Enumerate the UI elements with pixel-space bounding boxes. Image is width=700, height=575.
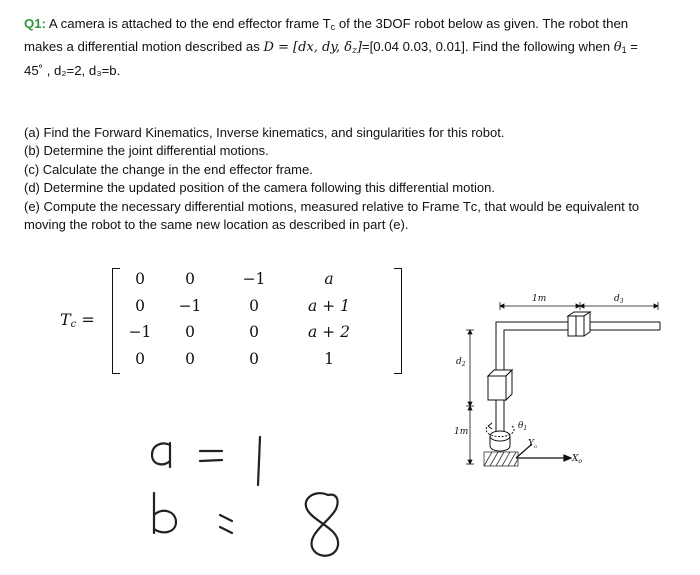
- matrix-cell: 0: [185, 323, 195, 342]
- matrix-label-equals: =: [76, 310, 95, 329]
- matrix-cell: 1: [324, 349, 334, 368]
- label-d3-symbol: d: [614, 294, 620, 304]
- matrix-cell: −1: [242, 270, 266, 289]
- label-y-axis: [528, 439, 537, 450]
- label-theta-symbol: θ: [518, 421, 524, 431]
- label-y-symbol: Y: [528, 439, 534, 449]
- matrix-cell: 0: [185, 270, 195, 289]
- part-e: (e) Compute the necessary differential motions, measured relative to Frame Tᴄ, that would be equivalent to moving the robot to the same new location as described in part (e).: [24, 198, 640, 233]
- theta-subscript: 1: [621, 45, 627, 55]
- motion-vector-close: ]: [356, 40, 362, 55]
- theta-equals: =: [626, 39, 638, 54]
- matrix-cell: 0: [249, 349, 259, 368]
- revolute-joint-theta1: [486, 423, 514, 451]
- label-theta1: [518, 421, 527, 432]
- label-top-link: 1m: [532, 294, 547, 304]
- matrix-cell: 0: [135, 349, 145, 368]
- matrix-cell: a + 1: [308, 296, 350, 315]
- matrix-cell: −1: [128, 323, 152, 342]
- top-dimension-line: [500, 302, 658, 310]
- label-d3: [614, 294, 624, 305]
- handwriting-a-equals-1: [152, 437, 260, 485]
- label-x-axis: [571, 454, 582, 465]
- question-line-2: [24, 37, 684, 61]
- part-c: (c) Calculate the change in the end effector frame.: [24, 161, 313, 177]
- label-x-symbol: X: [572, 454, 579, 464]
- matrix-cell: −1: [178, 296, 202, 315]
- label-x-sub: o: [578, 458, 583, 465]
- matrix-cell: a + 2: [308, 323, 350, 342]
- robot-diagram: [440, 286, 680, 476]
- label-d2: [456, 357, 466, 368]
- motion-vector-sub: z: [352, 46, 357, 56]
- matrix-label-sub: c: [70, 319, 77, 330]
- motion-vector: D = [dx, dy, δ: [263, 40, 353, 55]
- matrix-cell: 0: [135, 270, 145, 289]
- handwriting-b-equals-8: [154, 493, 338, 556]
- label-d2-sub: 2: [461, 361, 466, 368]
- label-base-link: 1m: [454, 427, 469, 437]
- question-line-3: 45˚ , d₂=2, d₃=b.: [24, 63, 121, 78]
- matrix-cell: a: [324, 270, 334, 289]
- prismatic-joint-d3: [568, 312, 590, 336]
- label-d2-symbol: d: [456, 357, 462, 367]
- matrix-grid: [122, 266, 372, 372]
- part-b: (b) Determine the joint differential motions.: [24, 143, 269, 159]
- motion-values: =[0.04 0.03, 0.01]. Find the following when: [361, 39, 614, 54]
- label-theta-sub: 1: [523, 425, 528, 432]
- matrix-label: [60, 310, 95, 330]
- label-y-sub: o: [533, 444, 537, 450]
- question-header: [24, 14, 684, 80]
- prismatic-joint-d2: [488, 370, 512, 400]
- part-a: (a) Find the Forward Kinematics, Inverse kinematics, and singularities for this robot.: [24, 125, 505, 140]
- matrix-cell: 0: [185, 349, 195, 368]
- question-text-1b: of the 3DOF robot below as given. The robot then: [335, 16, 629, 31]
- question-text-2a: makes a differential motion described as: [24, 39, 264, 54]
- matrix-cell: 0: [135, 296, 145, 315]
- matrix-left-bracket: [112, 268, 120, 374]
- matrix-label-symbol: T: [60, 310, 71, 329]
- matrix-cell: 0: [249, 323, 259, 342]
- question-parts: [24, 124, 684, 234]
- base-axes: [516, 444, 571, 461]
- ground-base: [484, 452, 518, 466]
- frame-subscript: c: [330, 22, 336, 32]
- part-d: (d) Determine the updated position of the camera following this differential motion.: [24, 180, 495, 196]
- matrix-cell: 0: [249, 296, 259, 315]
- matrix-right-bracket: [394, 268, 402, 374]
- handwritten-values: [140, 425, 370, 565]
- question-text-1a: A camera is attached to the end effector frame T: [48, 16, 331, 31]
- theta-symbol: θ: [613, 40, 622, 55]
- question-line-1: [24, 14, 684, 37]
- question-number: Q1:: [24, 16, 46, 31]
- d2-dimension-line: [466, 330, 474, 406]
- label-d3-sub: 3: [619, 298, 624, 305]
